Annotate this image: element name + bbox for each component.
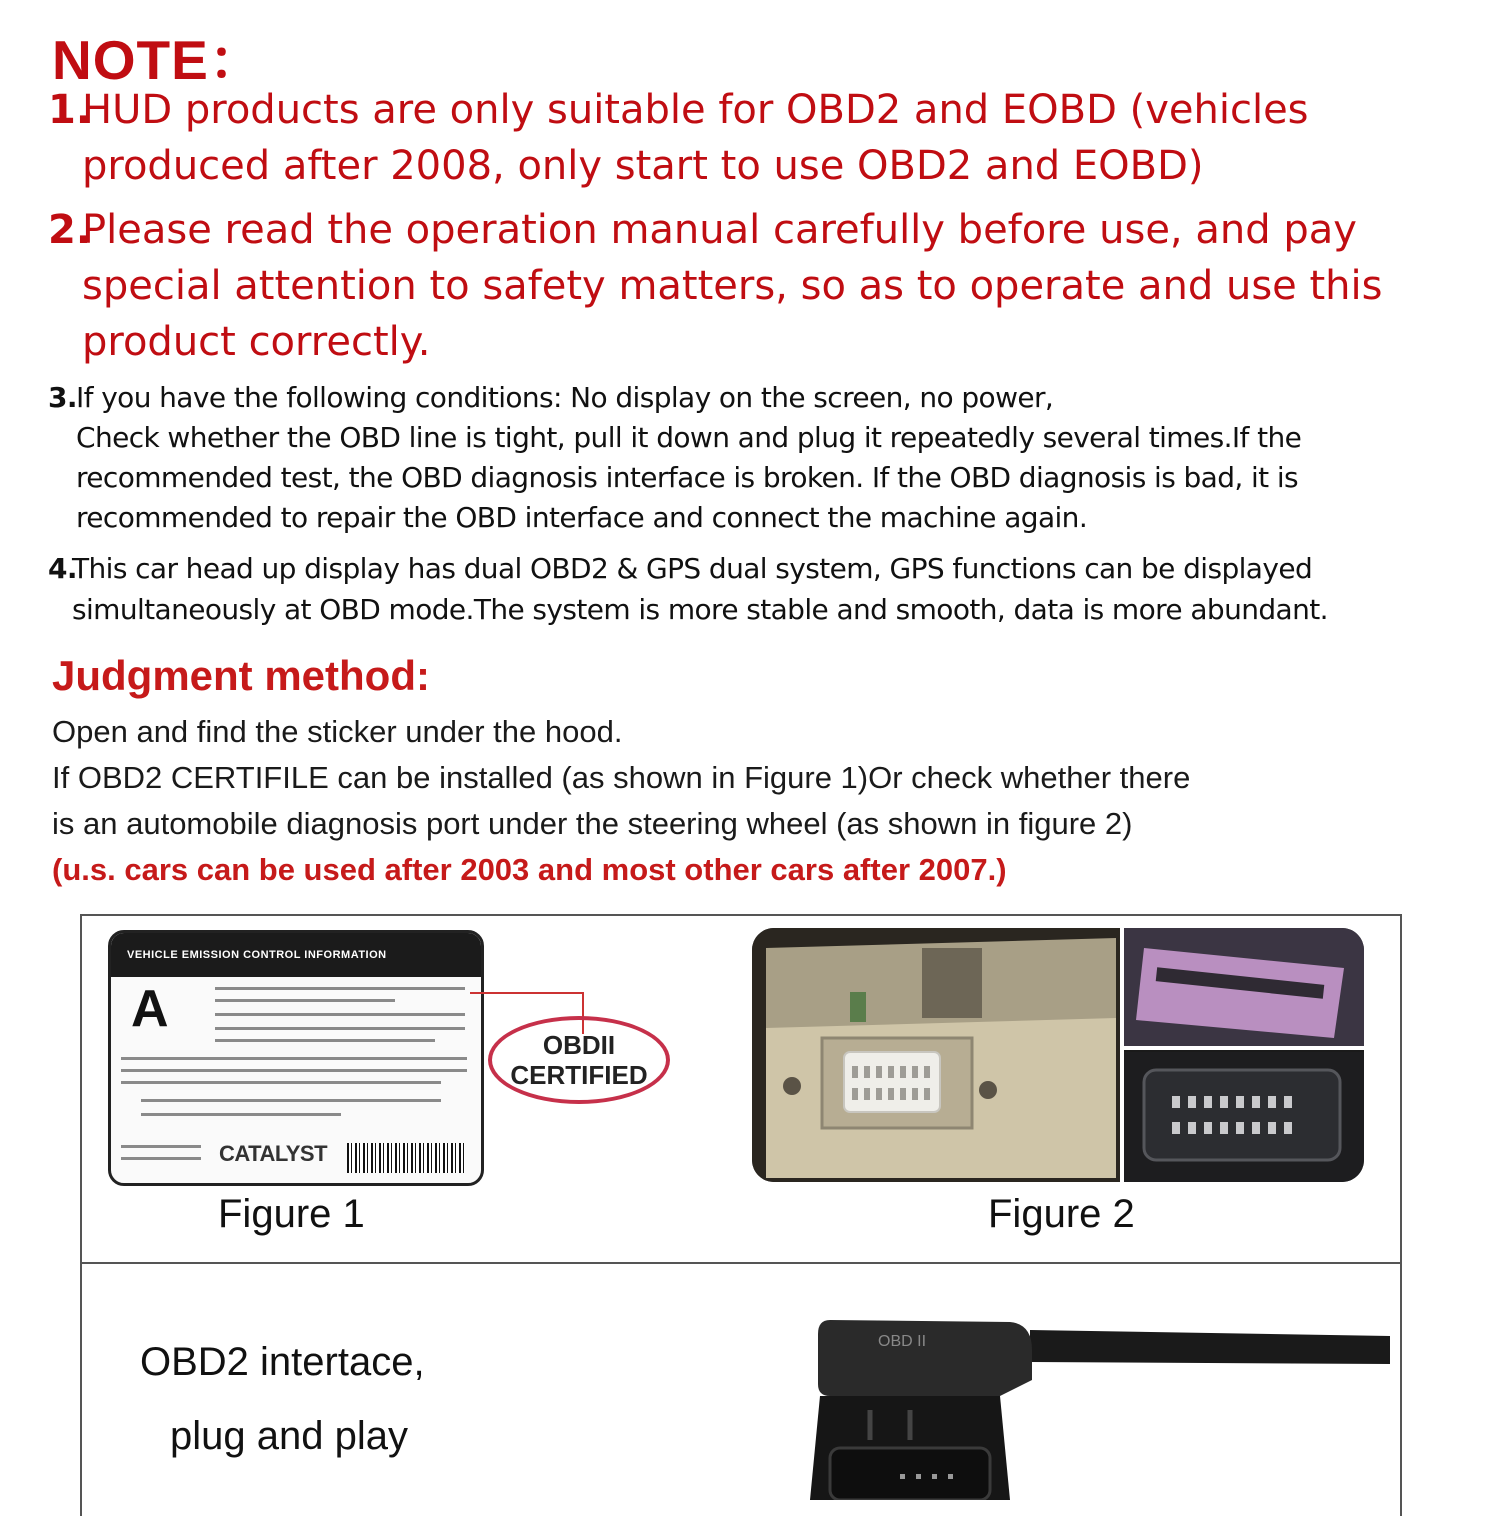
label-fine-print: [121, 1157, 201, 1160]
note-line: recommended to repair the OBD interface and connect the machine again.: [76, 501, 1088, 534]
emission-label-header: VEHICLE EMISSION CONTROL INFORMATION: [111, 933, 481, 977]
note-line: produced after 2008, only start to use OBD2 and EOBD): [82, 143, 1204, 189]
note-item-4: [48, 548, 1478, 630]
label-fine-print: [141, 1099, 441, 1102]
judgment-line: If OBD2 CERTIFILE can be installed (as shown in Figure 1)Or check whether there: [52, 760, 1191, 795]
certified-line-2: CERTIFIED: [510, 1060, 648, 1090]
note-item-3: [48, 378, 1478, 538]
diagnostic-port-photo: [752, 928, 1364, 1182]
certified-line-1: OBDII: [542, 1030, 616, 1060]
judgment-line: Open and find the sticker under the hood.: [52, 714, 623, 749]
label-fine-print: [215, 1027, 465, 1030]
catalyst-label: CATALYST: [219, 1141, 328, 1166]
note-title: NOTE：: [52, 29, 265, 91]
obd-interface-text: OBD2 intertace,: [140, 1340, 425, 1384]
label-fine-print: [121, 1081, 441, 1084]
label-fine-print: [215, 1013, 465, 1016]
figure-1-caption: Figure 1: [218, 1192, 365, 1236]
note-line: HUD products are only suitable for OBD2 and EOBD (vehicles: [82, 87, 1309, 133]
note-number: 2.: [48, 207, 92, 253]
emission-label-letter: A: [131, 980, 169, 1038]
judgment-title: Judgment method:: [52, 652, 430, 699]
note-line: This car head up display has dual OBD2 & GPS dual system, GPS functions can be displayed: [72, 552, 1313, 585]
label-fine-print: [141, 1113, 341, 1116]
note-line: product correctly.: [82, 319, 431, 365]
note-line: simultaneously at OBD mode.The system is more stable and smooth, data is more abundant.: [72, 593, 1328, 626]
note-item-2: [48, 202, 1478, 370]
label-fine-print: [121, 1069, 467, 1072]
note-number: 4.: [48, 552, 77, 585]
port-photo-illustration: [752, 928, 1364, 1182]
note-number: 1.: [48, 87, 92, 133]
note-line: Check whether the OBD line is tight, pull it down and plug it repeatedly several times.If the: [76, 421, 1302, 454]
note-line: Please read the operation manual carefully before use, and pay: [82, 207, 1357, 253]
note-line: special attention to safety matters, so as to operate and use this: [82, 263, 1383, 309]
label-fine-print: [215, 999, 395, 1002]
emission-label-image: [108, 930, 484, 1186]
label-fine-print: [121, 1145, 201, 1148]
note-number: 3.: [48, 381, 77, 414]
figure-2-caption: Figure 2: [988, 1192, 1135, 1236]
label-fine-print: [215, 987, 465, 990]
obdii-certified-callout: [488, 1016, 670, 1104]
obd-plug-image: [800, 1300, 1400, 1500]
judgment-note: (u.s. cars can be used after 2003 and most other cars after 2007.): [52, 852, 1007, 887]
note-item-1: [48, 82, 1478, 194]
note-line: If you have the following conditions: No display on the screen, no power,: [76, 381, 1054, 414]
label-fine-print: [121, 1057, 467, 1060]
barcode-graphic: [347, 1143, 465, 1173]
judgment-line: is an automobile diagnosis port under the steering wheel (as shown in figure 2): [52, 806, 1133, 841]
note-line: recommended test, the OBD diagnosis interface is broken. If the OBD diagnosis is bad, it is: [76, 461, 1299, 494]
plug-embossed-label: OBD II: [878, 1333, 927, 1350]
label-fine-print: [215, 1039, 435, 1042]
plug-and-play-text: plug and play: [170, 1414, 408, 1458]
figure-divider: [80, 1262, 1400, 1264]
